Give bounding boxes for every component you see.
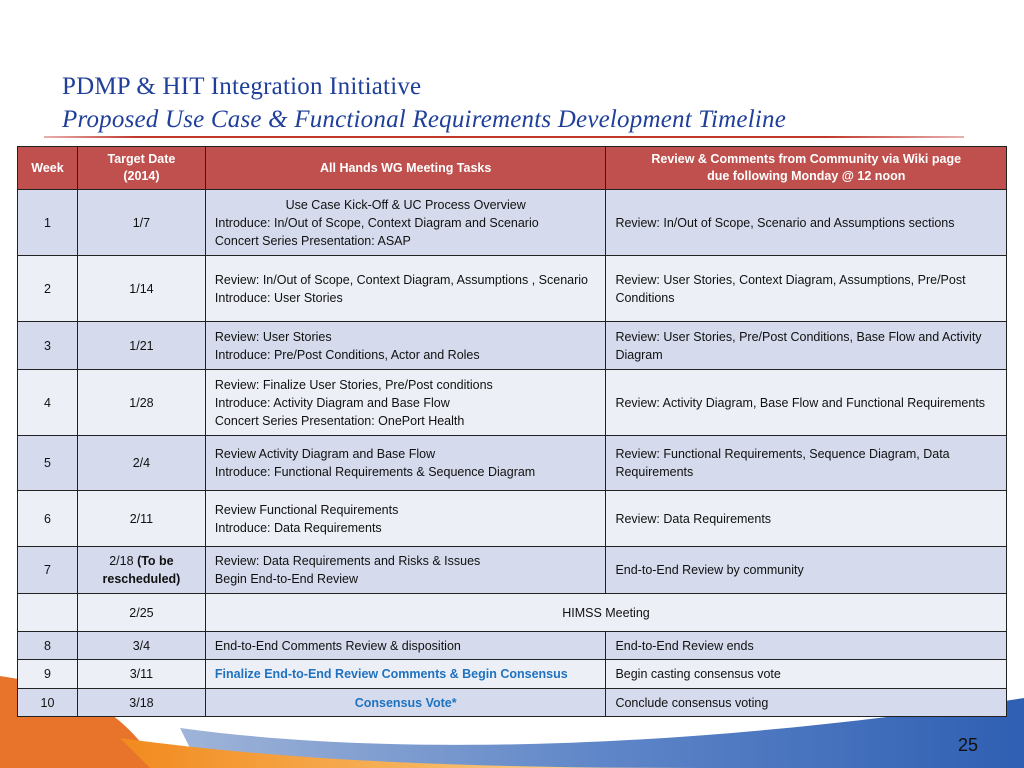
date-cell: 1/28 [77,370,205,436]
tasks-cell [205,370,606,436]
tasks-cell: End-to-End Comments Review & disposition [205,632,606,660]
task-line: Review Functional Requirements [214,502,399,517]
tasks-cell [205,491,606,547]
title-line-1: PDMP & HIT Integration Initiative [62,73,422,100]
week-cell: 8 [18,632,78,660]
date-value: 2/18 [109,554,134,568]
header-review [606,147,1007,190]
table-row [18,491,1007,547]
week-cell: 10 [18,689,78,717]
task-line: Review: Data Requirements and Risks & Issues [214,554,481,568]
title-divider [44,136,964,138]
review-cell: Begin casting consensus vote [606,660,1007,689]
table-row [18,689,1007,717]
date-note: (To be [137,554,174,568]
table-header-row [18,147,1007,190]
task-line: Introduce: Activity Diagram and Base Flow [214,395,450,410]
date-cell [77,547,205,594]
date-cell: 2/4 [77,436,205,491]
tasks-cell [205,190,606,256]
table-row [18,370,1007,436]
review-cell: Review: Activity Diagram, Base Flow and Functional Requirements [606,370,1007,436]
table-row [18,632,1007,660]
date-cell: 3/11 [77,660,205,689]
task-line: Use Case Kick-Off & UC Process Overview [285,197,526,212]
header-review-line-2: due following Monday @ 12 noon [707,169,906,183]
review-cell: Review: In/Out of Scope, Scenario and Assumptions sections [606,190,1007,256]
date-cell: 3/4 [77,632,205,660]
header-week: Week [18,147,78,190]
tasks-cell [205,256,606,322]
task-line: Begin End-to-End Review [214,572,359,586]
review-cell: Review: User Stories, Context Diagram, Assumptions, Pre/Post Conditions [606,256,1007,322]
task-line: Review Activity Diagram and Base Flow [214,447,436,461]
task-line: Review: User Stories [214,329,332,344]
review-cell: Review: Functional Requirements, Sequence Diagram, Data Requirements [606,436,1007,491]
review-cell: Review: User Stories, Pre/Post Conditions, Base Flow and Activity Diagram [606,322,1007,370]
task-line: Concert Series Presentation: ASAP [214,233,411,248]
week-cell: 9 [18,660,78,689]
date-cell: 2/11 [77,491,205,547]
title-line-2: Proposed Use Case & Functional Requirements Development Timeline [62,106,787,133]
tasks-cell [205,547,606,594]
review-cell: End-to-End Review by community [606,547,1007,594]
task-line: Review: In/Out of Scope, Context Diagram, Assumptions , Scenario [214,272,588,287]
header-target-date [77,147,205,190]
page-number: 25 [957,735,978,755]
date-note: rescheduled) [102,572,181,586]
review-cell: Conclude consensus voting [606,689,1007,717]
task-line: Introduce: Pre/Post Conditions, Actor and Roles [214,347,480,362]
week-cell: 4 [18,370,78,436]
task-line: Concert Series Presentation: OnePort Health [214,413,465,428]
week-cell: 3 [18,322,78,370]
date-cell: 3/18 [77,689,205,717]
week-cell [18,594,78,632]
task-line: Introduce: In/Out of Scope, Context Diagram and Scenario [214,215,539,230]
tasks-cell [205,436,606,491]
header-tasks: All Hands WG Meeting Tasks [205,147,606,190]
timeline-table [17,146,1007,717]
date-cell: 2/25 [77,594,205,632]
review-cell: End-to-End Review ends [606,632,1007,660]
table-row [18,660,1007,689]
header-target-date-label: Target Date [107,152,176,166]
tasks-cell: Finalize End-to-End Review Comments & Begin Consensus [205,660,606,689]
task-line: Introduce: Data Requirements [214,520,382,535]
table-row [18,594,1007,632]
table-row [18,547,1007,594]
slide-title [62,70,786,136]
table-row [18,256,1007,322]
table-row [18,436,1007,491]
event-cell: HIMSS Meeting [205,594,1006,632]
week-cell: 2 [18,256,78,322]
header-target-date-year: (2014) [123,169,160,183]
tasks-cell [205,322,606,370]
task-line: Introduce: User Stories [214,290,343,305]
date-cell: 1/7 [77,190,205,256]
table-row [18,190,1007,256]
tasks-cell: Consensus Vote* [205,689,606,717]
week-cell: 7 [18,547,78,594]
review-cell: Review: Data Requirements [606,491,1007,547]
week-cell: 1 [18,190,78,256]
task-line: Review: Finalize User Stories, Pre/Post conditions [214,377,493,392]
header-review-line-1: Review & Comments from Community via Wiki page [651,152,962,166]
date-cell: 1/21 [77,322,205,370]
date-cell: 1/14 [77,256,205,322]
week-cell: 6 [18,491,78,547]
table-row [18,322,1007,370]
week-cell: 5 [18,436,78,491]
task-line: Introduce: Functional Requirements & Sequence Diagram [214,465,536,479]
